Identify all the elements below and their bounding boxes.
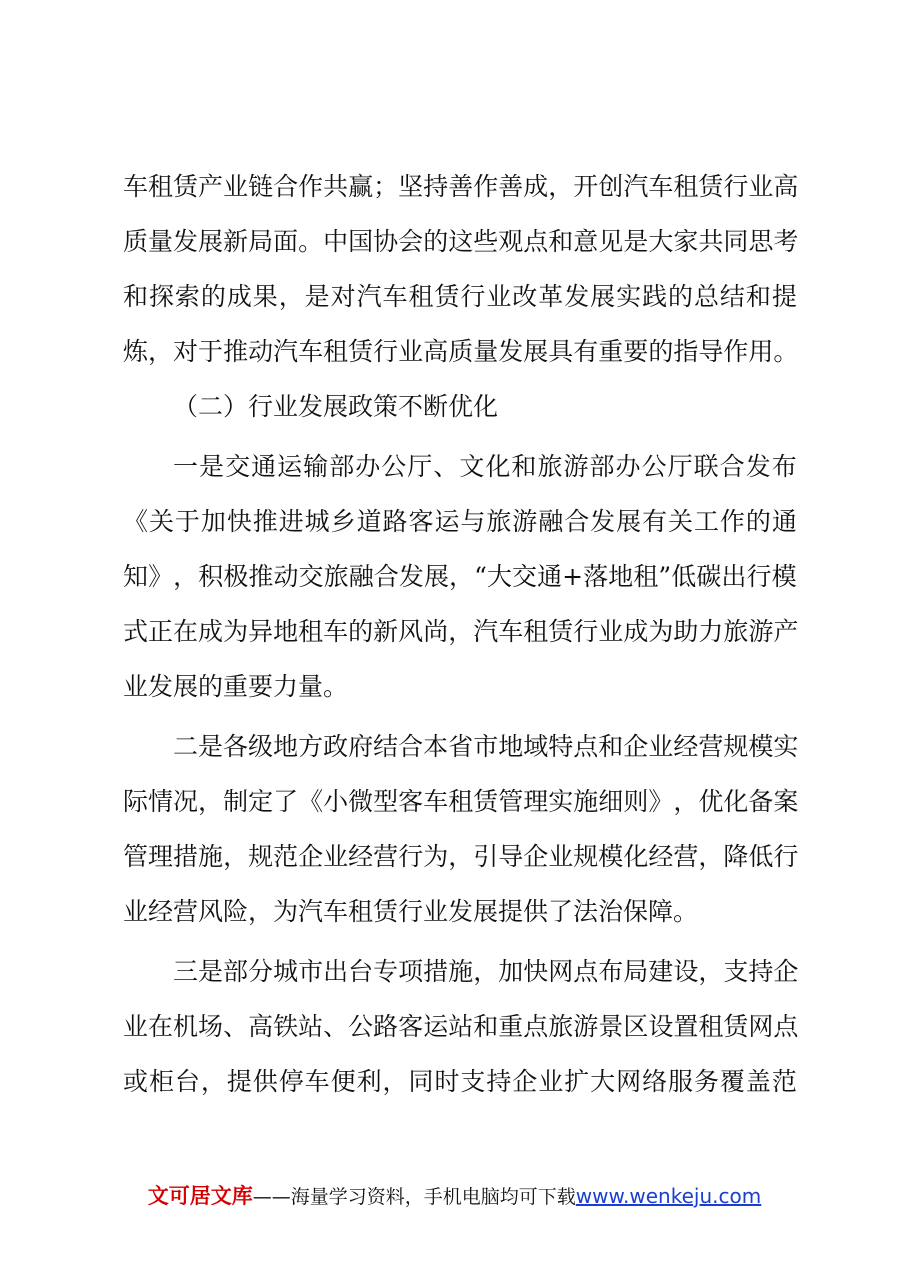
paragraph-line: 炼 ， 对 于 推 动 汽 车 租 赁 行 业 高 质 量 发 展 具 有 重 要 的 指 导 作 用 。 bbox=[123, 337, 799, 366]
paragraph-line: 车 租 赁 产 业 链 合 作 共 赢 ； 坚 持 善 作 善 成 ， 开 创 汽 车 租 赁 行 业 高 bbox=[123, 172, 799, 201]
paragraph-line: 和 探 索 的 成 果 ， 是 对 汽 车 租 赁 行 业 改 革 发 展 实 践 的 总 结 和 提 bbox=[123, 282, 797, 311]
paragraph-line: 二 是 各 级 地 方 政 府 结 合 本 省 市 地 域 特 点 和 企 业 经 营 规 模 实 bbox=[173, 732, 799, 761]
footer-banner bbox=[0, 1183, 909, 1210]
paragraph-line: 业 在 机 场 、 高 铁 站 、 公 路 客 运 站 和 重 点 旅 游 景 区 设 置 租 赁 网 点 bbox=[123, 1012, 799, 1041]
footer-tagline: ——海量学习资料，手机电脑均可下载 bbox=[252, 1186, 576, 1208]
paragraph-line: 式 正 在 成 为 异 地 租 车 的 新 风 尚 ， 汽 车 租 赁 行 业 成 为 助 力 旅 游 产 bbox=[123, 617, 799, 646]
paragraph-line: 一 是 交 通 运 输 部 办 公 厅 、 文 化 和 旅 游 部 办 公 厅 联 合 发 布 bbox=[173, 452, 797, 481]
paragraph-line: 质 量 发 展 新 局 面 。 中 国 协 会 的 这 些 观 点 和 意 见 是 大 家 共 同 思 考 bbox=[123, 227, 799, 256]
paragraph-line: 《 关 于 加 快 推 进 城 乡 道 路 客 运 与 旅 游 融 合 发 展 有 关 工 作 的 通 bbox=[123, 507, 797, 536]
footer-site-link[interactable]: www.wenkeju.com bbox=[575, 1184, 762, 1208]
paragraph-line: 知 》 ， 积 极 推 动 交 旅 融 合 发 展 ， “ 大 交 通 + 落 地 租 ” 低 碳 出 行 模 bbox=[123, 562, 797, 591]
paragraph-line: 三 是 部 分 城 市 出 台 专 项 措 施 ， 加 快 网 点 布 局 建 设 ， 支 持 企 bbox=[173, 957, 799, 986]
footer-brand: 文可居文库 bbox=[147, 1184, 253, 1208]
paragraph-line: 或 柜 台 ， 提 供 停 车 便 利 ， 同 时 支 持 企 业 扩 大 网 络 服 务 覆 盖 范 bbox=[123, 1067, 797, 1096]
paragraph-line: 管 理 措 施 ， 规 范 企 业 经 营 行 为 ， 引 导 企 业 规 模 化 经 营 ， 降 低 行 bbox=[123, 842, 799, 871]
paragraph-line: 业发展的重要力量。 bbox=[123, 672, 349, 701]
paragraph-line: 际 情 况 ， 制 定 了 《 小 微 型 客 车 租 赁 管 理 实 施 细 则 》 ， 优 化 备 案 bbox=[123, 787, 799, 816]
section-heading: （二）行业发展政策不断优化 bbox=[173, 392, 499, 421]
paragraph-line: 业经营风险，为汽车租赁行业发展提供了法治保障。 bbox=[123, 897, 699, 926]
